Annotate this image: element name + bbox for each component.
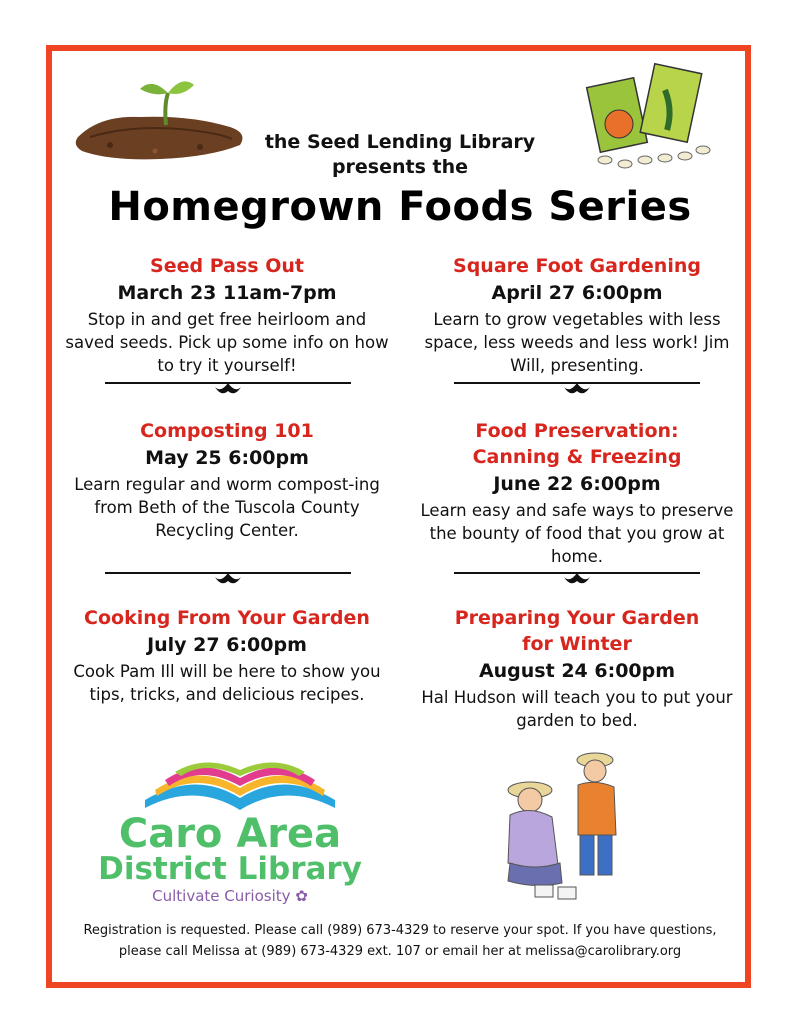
event-date: April 27 6:00pm: [491, 282, 663, 304]
presenter-line-1: the Seed Lending Library: [264, 131, 536, 153]
event-food-preservation: [412, 418, 742, 568]
registration-footer: [60, 920, 740, 962]
event-date: May 25 6:00pm: [145, 447, 309, 469]
event-date: March 23 11am-7pm: [117, 282, 337, 304]
logo-caro-area: Caro Area: [118, 811, 342, 857]
event-preparing-garden-winter: [412, 605, 742, 732]
event-description: Learn regular and worm compost-ing from Beth of the Tuscola County Recycling Center.: [74, 475, 380, 540]
sprout-soil-illustration: [70, 75, 250, 175]
presenter-line-2: presents the: [331, 156, 469, 178]
event-title: Square Foot Gardening: [453, 255, 701, 277]
footer-line-2: please call Melissa at (989) 673-4329 ext. 107 or email her at melissa@carolibrary.org: [118, 944, 682, 959]
logo-tagline: [120, 886, 340, 906]
event-title: Seed Pass Out: [150, 255, 304, 277]
ornament-divider: [103, 567, 353, 587]
event-cooking-from-your-garden: [62, 605, 392, 706]
event-composting-101: [62, 418, 392, 542]
event-seed-pass-out: [62, 253, 392, 377]
event-title-line-2: Canning & Freezing: [472, 446, 682, 468]
event-square-foot-gardening: [412, 253, 742, 377]
event-title-line-2: for Winter: [522, 633, 632, 655]
ornament-divider: [452, 567, 702, 587]
event-description: Stop in and get free heirloom and saved seeds. Pick up some info on how to try it yourself!: [65, 310, 389, 375]
footer-line-1: Registration is requested. Please call (989) 673-4329 to reserve your spot. If you have questions,: [83, 923, 717, 938]
logo-district-library: District Library: [98, 851, 362, 887]
event-description: Learn easy and safe ways to preserve the bounty of food that you grow at home.: [420, 501, 734, 566]
flower-icon: ✿: [295, 887, 308, 905]
event-date: July 27 6:00pm: [147, 634, 307, 656]
ornament-divider: [103, 377, 353, 397]
gardeners-illustration: [480, 745, 640, 905]
event-date: August 24 6:00pm: [478, 660, 676, 682]
ornament-divider: [452, 377, 702, 397]
event-date: June 22 6:00pm: [493, 473, 661, 495]
tagline-text: Cultivate Curiosity: [152, 887, 291, 905]
presenter-heading: [250, 130, 550, 180]
page-title: Homegrown Foods Series: [108, 184, 692, 230]
event-description: Cook Pam Ill will be here to show you tips, tricks, and delicious recipes.: [73, 662, 381, 704]
event-title: Composting 101: [140, 420, 314, 442]
event-title-line-1: Preparing Your Garden: [454, 607, 700, 629]
event-description: Hal Hudson will teach you to put your garden to bed.: [421, 688, 733, 730]
event-title: Cooking From Your Garden: [84, 607, 370, 629]
event-description: Learn to grow vegetables with less space, less weeds and less work! Jim Will, presenting.: [424, 310, 730, 375]
seed-packets-illustration: [585, 60, 725, 175]
event-title-line-1: Food Preservation:: [475, 420, 679, 442]
